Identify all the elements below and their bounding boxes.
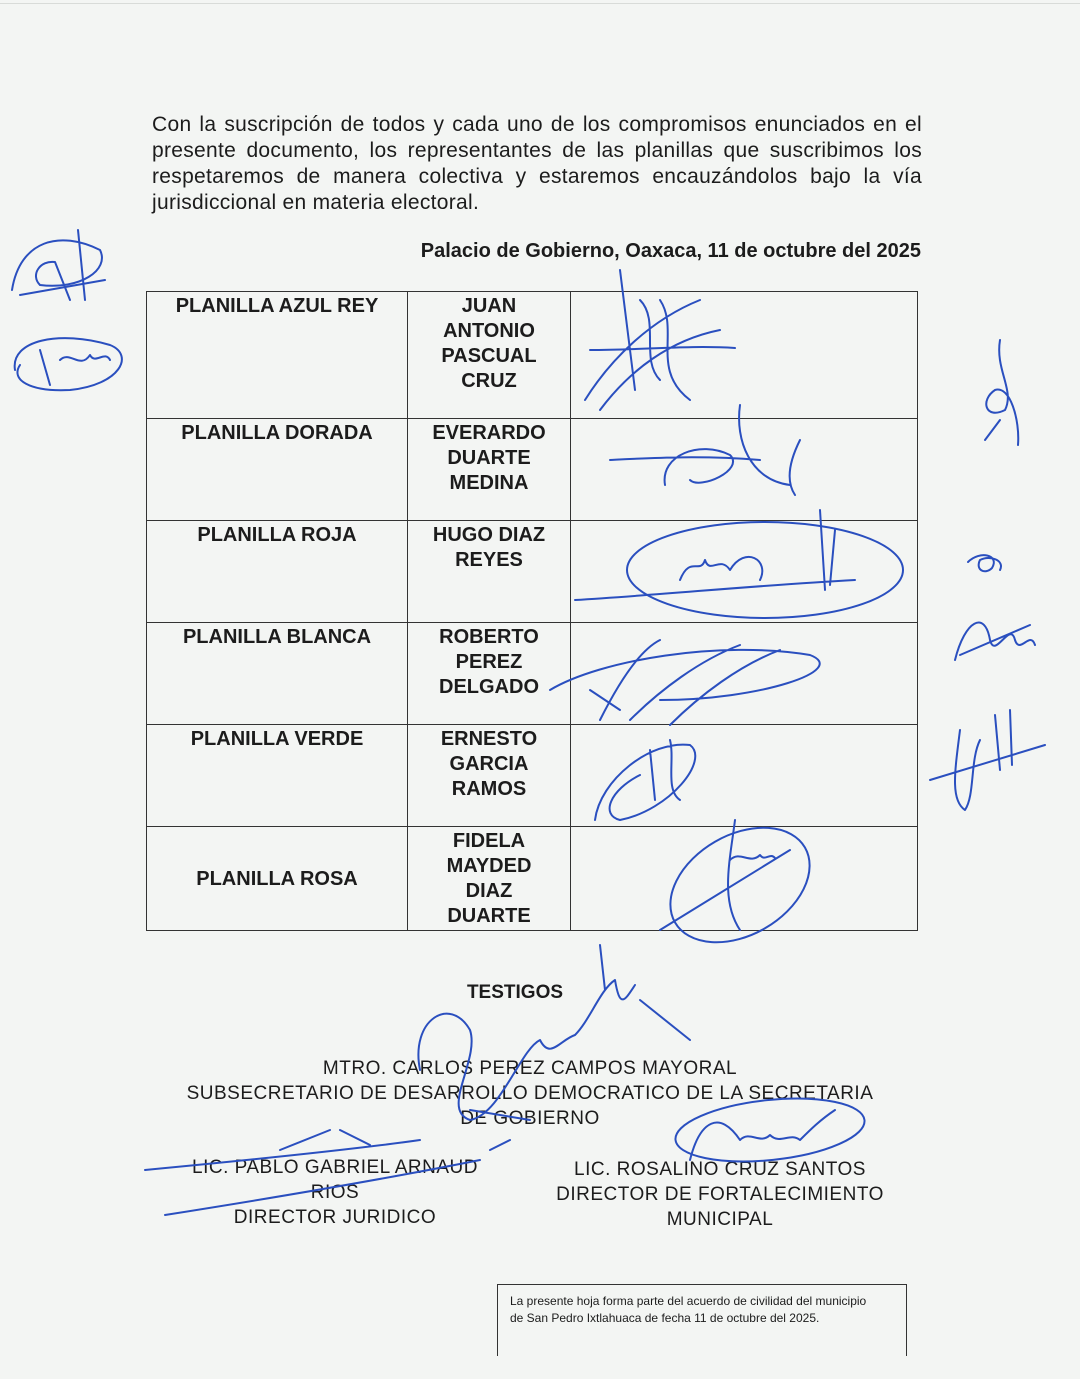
- name-line: HUGO DIAZ: [432, 524, 546, 546]
- testigos-heading: TESTIGOS: [466, 982, 564, 1003]
- signature-testigo-main: [418, 945, 690, 1120]
- witness-line: DE GOBIERNO: [460, 1108, 600, 1129]
- name-line: ERNESTO: [440, 728, 538, 750]
- footer-line: La presente hoja forma parte del acuerdo de civilidad del municipio: [510, 1294, 867, 1308]
- witness-line: RIOS: [310, 1182, 360, 1203]
- margin-signature-2: [15, 338, 122, 390]
- witness-line: MTRO. CARLOS PEREZ CAMPOS MAYORAL: [322, 1058, 738, 1079]
- witness-line: DIRECTOR DE FORTALECIMIENTO: [556, 1184, 884, 1205]
- name-line: PEREZ: [455, 651, 523, 673]
- witness-line: DIRECTOR JURIDICO: [233, 1207, 437, 1228]
- name-line: REYES: [455, 549, 523, 571]
- signature-rosa: [650, 804, 830, 966]
- signature-roja: [575, 510, 903, 618]
- witness-line: MUNICIPAL: [666, 1209, 774, 1230]
- name-line: DUARTE: [447, 905, 531, 927]
- right-margin-signature-4: [930, 710, 1045, 810]
- name-line: DUARTE: [447, 447, 531, 469]
- witness-line: LIC. PABLO GABRIEL ARNAUD: [192, 1157, 478, 1178]
- name-line: PASCUAL: [441, 345, 537, 367]
- intro-paragraph: Con la suscripción de todos y cada uno de los compromisos enunciados en el presente documento, los representantes de las planillas que suscribimos los respetaremos de manera colectiva y estaremos encauzándolos bajo la vía jurisdiccional en materia electoral.: [152, 113, 922, 214]
- place-date: Palacio de Gobierno, Oaxaca, 11 de octubre del 2025: [420, 240, 921, 262]
- planilla-cell: PLANILLA AZUL REY: [147, 292, 408, 419]
- signature-azul-rey: [585, 270, 735, 410]
- witness-line: SUBSECRETARIO DE DESARROLLO DEMOCRATICO DE LA SECRETARIA: [186, 1083, 874, 1104]
- name-line: FIDELA: [452, 830, 526, 852]
- name-line: DELGADO: [439, 676, 539, 698]
- name-line: ROBERTO: [439, 626, 539, 648]
- witness-line: LIC. ROSALINO CRUZ SANTOS: [574, 1159, 866, 1180]
- margin-signature-1: [12, 230, 105, 300]
- name-line: MEDINA: [449, 472, 529, 494]
- right-margin-signature-2: [968, 555, 1001, 571]
- right-margin-signature-3: [955, 623, 1035, 660]
- planilla-cell: PLANILLA VERDE: [147, 725, 408, 827]
- planilla-cell: PLANILLA ROJA: [147, 521, 408, 623]
- signature-testigo-left: [145, 1130, 510, 1215]
- name-line: RAMOS: [451, 778, 527, 800]
- name-line: CRUZ: [461, 370, 517, 392]
- name-line: DIAZ: [465, 880, 513, 902]
- name-line: MAYDED: [446, 855, 532, 877]
- planilla-cell: PLANILLA ROSA: [147, 827, 408, 931]
- name-line: EVERARDO: [432, 422, 546, 444]
- signature-verde: [595, 740, 695, 820]
- name-line: GARCIA: [449, 753, 529, 775]
- planilla-cell: PLANILLA DORADA: [147, 419, 408, 521]
- name-line: JUAN: [461, 295, 517, 317]
- right-margin-signature-1: [985, 340, 1018, 445]
- signature-testigo-right: [672, 1090, 867, 1170]
- name-line: ANTONIO: [443, 320, 535, 342]
- signature-blanca: [550, 640, 820, 725]
- footer-line: de San Pedro Ixtlahuaca de fecha 11 de octubre del 2025.: [510, 1311, 820, 1325]
- planilla-cell: PLANILLA BLANCA: [147, 623, 408, 725]
- signature-dorada: [610, 405, 800, 495]
